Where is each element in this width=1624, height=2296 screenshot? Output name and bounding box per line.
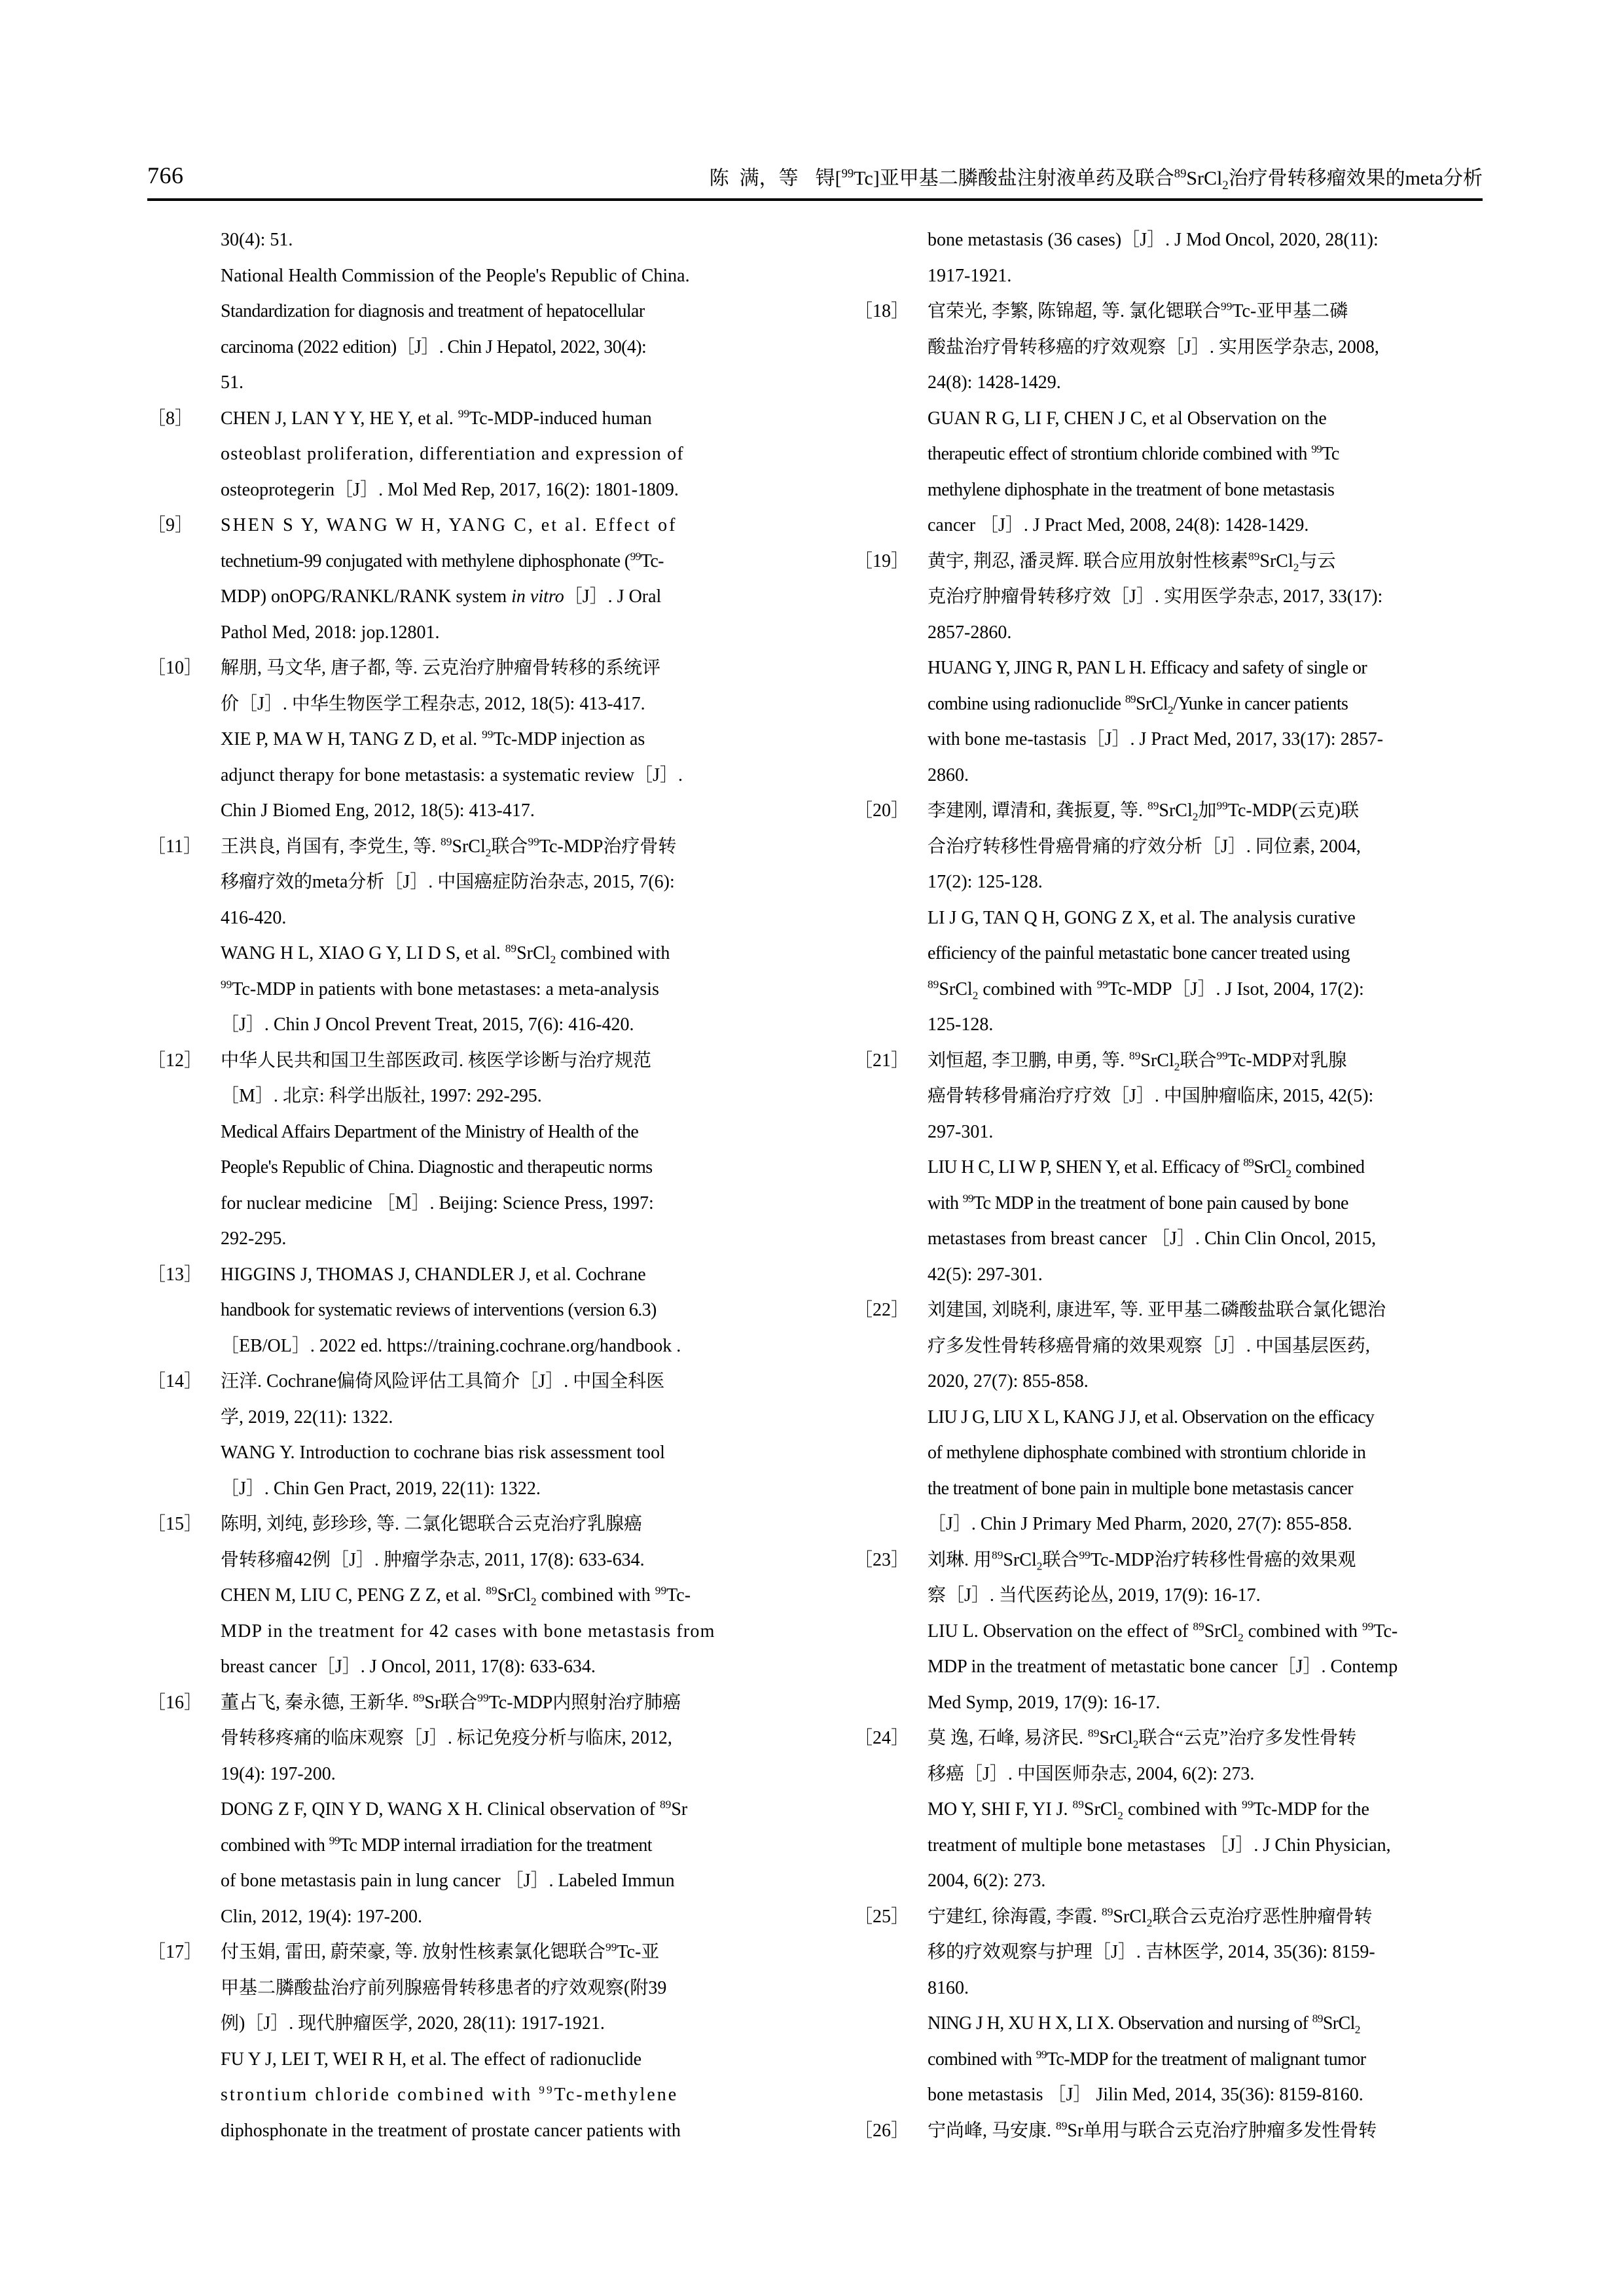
- reference-text: [221, 223, 776, 401]
- reference-line: bone metastasis ［J］ Jilin Med, 2014, 35(36): 8159-8160.: [928, 2085, 1363, 2105]
- reference-line: 宁尚峰, 马安康. $^{89}$Sr单用与联合云克治疗肿瘤多发性骨转: [928, 2119, 1377, 2141]
- reference-line: WANG Y. Introduction to cochrane bias risk assessment tool: [221, 1443, 665, 1463]
- reference-line: 例)［J］. 现代肿瘤医学, 2020, 28(11): 1917-1921.: [221, 2013, 605, 2034]
- reference-entry: [854, 223, 1483, 294]
- reference-line: 2004, 6(2): 273.: [928, 1871, 1046, 1891]
- reference-line: of methylene diphosphate combined with strontium chloride in: [928, 1443, 1366, 1463]
- reference-number: ［14］: [147, 1371, 203, 1391]
- reference-entry: [147, 508, 776, 651]
- reference-number: ［13］: [147, 1264, 203, 1285]
- reference-text: [928, 1293, 1483, 1543]
- reference-line: efficiency of the painful metastatic bone cancer treated using: [928, 943, 1350, 963]
- reference-line: MDP) onOPG/RANKL/RANK system in vitro［J］. J Oral: [221, 586, 662, 607]
- reference-line: 刘琳. 用$^{89}$SrCl$_2$联合$^{99}$Tc-MDP治疗转移性骨癌的效果观: [928, 1549, 1356, 1573]
- reference-line: $^{89}$SrCl$_2$ combined with $^{99}$Tc-MDP［J］. J Isot, 2004, 17(2):: [928, 978, 1364, 1002]
- reference-text: [928, 223, 1483, 294]
- reference-line: 察［J］. 当代医药论丛, 2019, 17(9): 16-17.: [928, 1585, 1261, 1605]
- reference-line: CHEN M, LIU C, PENG Z Z, et al. $^{89}$SrCl$_2$ combined with $^{99}$Tc-: [221, 1584, 691, 1608]
- reference-number: ［22］: [854, 1300, 910, 1320]
- reference-entry: [147, 223, 776, 401]
- reference-line: combined with $^{99}$Tc MDP internal irradiation for the treatment: [221, 1834, 652, 1856]
- reference-entry: [147, 1043, 776, 1257]
- reference-number: ［16］: [147, 1692, 203, 1713]
- reference-line: HIGGINS J, THOMAS J, CHANDLER J, et al. Cochrane: [221, 1264, 646, 1285]
- reference-text: [221, 651, 776, 829]
- reference-line: 李建刚, 谭清和, 龚振夏, 等. $^{89}$SrCl$_2$加$^{99}$Tc-MDP(云克)联: [928, 799, 1360, 823]
- reference-line: 中华人民共和国卫生部医政司. 核医学诊断与治疗规范: [221, 1050, 652, 1071]
- reference-entry: [147, 1685, 776, 1935]
- reference-number: ［9］: [147, 515, 194, 535]
- reference-line: 官荣光, 李繁, 陈锦超, 等. 氯化锶联合$^{99}$Tc-亚甲基二磷: [928, 300, 1348, 321]
- reference-line: strontium chloride combined with $^{99}$Tc-methylene: [221, 2083, 679, 2105]
- reference-entry: [147, 651, 776, 829]
- reference-line: treatment of multiple bone metastases ［J］. J Chin Physician,: [928, 1835, 1391, 1856]
- reference-line: CHEN J, LAN Y Y, HE Y, et al. $^{99}$Tc-MDP-induced human: [221, 407, 652, 429]
- reference-line: WANG H L, XIAO G Y, LI D S, et al. $^{89}$SrCl$_2$ combined with: [221, 942, 670, 966]
- reference-line: Clin, 2012, 19(4): 197-200.: [221, 1906, 422, 1927]
- reference-line: 酸盐治疗骨转移癌的疗效观察［J］. 实用医学杂志, 2008,: [928, 336, 1379, 357]
- reference-text: [928, 1543, 1483, 1721]
- reference-line: 30(4): 51.: [221, 230, 293, 250]
- reference-line: MO Y, SHI F, YI J. $^{89}$SrCl$_2$ combined with $^{99}$Tc-MDP for the: [928, 1798, 1369, 1822]
- reference-line: 刘建国, 刘晓利, 康进军, 等. 亚甲基二磷酸盐联合氯化锶治: [928, 1300, 1386, 1320]
- reference-line: HUANG Y, JING R, PAN L H. Efficacy and safety of single or: [928, 658, 1367, 678]
- reference-line: adjunct therapy for bone metastasis: a systematic review［J］.: [221, 764, 683, 785]
- reference-line: carcinoma (2022 edition)［J］. Chin J Hepatol, 2022, 30(4):: [221, 336, 647, 357]
- reference-line: Medical Affairs Department of the Ministry of Health of the: [221, 1121, 639, 1142]
- reference-number: ［26］: [854, 2120, 910, 2141]
- reference-line: GUAN R G, LI F, CHEN J C, et al Observation on the: [928, 408, 1327, 429]
- reference-line: methylene diphosphate in the treatment of bone metastasis: [928, 479, 1335, 500]
- reference-line: 8160.: [928, 1977, 969, 1998]
- reference-number: ［18］: [854, 301, 910, 321]
- reference-line: of bone metastasis pain in lung cancer ［J］. Labeled Immun: [221, 1871, 675, 1891]
- reference-line: National Health Commission of the People's Republic of China.: [221, 265, 690, 286]
- reference-text: [928, 544, 1483, 794]
- reference-text: [221, 1364, 776, 1507]
- reference-line: $^{99}$Tc-MDP in patients with bone metastases: a meta-analysis: [221, 978, 659, 999]
- reference-entry: [147, 401, 776, 509]
- reference-line: People's Republic of China. Diagnostic and therapeutic norms: [221, 1157, 653, 1177]
- reference-line: combined with $^{99}$Tc-MDP for the treatment of malignant tumor: [928, 2048, 1366, 2070]
- reference-line: 刘恒超, 李卫鹏, 申勇, 等. $^{89}$SrCl$_2$联合$^{99}$Tc-MDP对乳腺: [928, 1049, 1347, 1073]
- reference-entry: [147, 1364, 776, 1507]
- reference-line: 移癌［J］. 中国医师杂志, 2004, 6(2): 273.: [928, 1763, 1255, 1784]
- reference-line: 王洪良, 肖国有, 李党生, 等. $^{89}$SrCl$_2$联合$^{99}$Tc-MDP治疗骨转: [221, 835, 677, 859]
- reference-number: ［15］: [147, 1514, 203, 1534]
- reference-entry: [147, 1507, 776, 1685]
- reference-line: 莫 逸, 石峰, 易济民. $^{89}$SrCl$_2$联合“云克”治疗多发性骨转: [928, 1727, 1357, 1751]
- reference-line: LIU H C, LI W P, SHEN Y, et al. Efficacy of $^{89}$SrCl$_2$ combined: [928, 1156, 1365, 1180]
- reference-line: 解朋, 马文华, 唐子都, 等. 云克治疗肿瘤骨转移的系统评: [221, 658, 661, 678]
- reference-entry: [854, 1043, 1483, 1293]
- reference-text: [221, 1685, 776, 1935]
- reference-line: diphosphonate in the treatment of prostate cancer patients with: [221, 2120, 681, 2141]
- reference-line: 移瘤疗效的meta分析［J］. 中国癌症防治杂志, 2015, 7(6):: [221, 872, 675, 892]
- reference-text: [221, 1257, 776, 1365]
- reference-line: ［J］. Chin J Primary Med Pharm, 2020, 27(7): 855-858.: [928, 1514, 1352, 1534]
- reference-text: [221, 829, 776, 1043]
- reference-line: 24(8): 1428-1429.: [928, 372, 1061, 393]
- reference-line: LIU L. Observation on the effect of $^{89}$SrCl$_2$ combined with $^{99}$Tc-: [928, 1620, 1398, 1644]
- reference-line: with bone me-tastasis［J］. J Pract Med, 2017, 33(17): 2857-: [928, 729, 1384, 749]
- reference-line: 17(2): 125-128.: [928, 872, 1043, 892]
- reference-line: ［J］. Chin J Oncol Prevent Treat, 2015, 7(6): 416-420.: [221, 1014, 634, 1035]
- reference-line: bone metastasis (36 cases)［J］. J Mod Oncol, 2020, 28(11):: [928, 230, 1379, 250]
- header-divider: [147, 198, 1483, 201]
- reference-line: ［J］. Chin Gen Pract, 2019, 22(11): 1322.: [221, 1478, 541, 1499]
- reference-text: [221, 508, 776, 651]
- reference-entry: [854, 294, 1483, 544]
- reference-line: Pathol Med, 2018: jop.12801.: [221, 622, 440, 643]
- reference-line: ［M］. 北京: 科学出版社, 1997: 292-295.: [221, 1086, 542, 1106]
- reference-entry: [147, 829, 776, 1043]
- reference-number: ［20］: [854, 800, 910, 821]
- reference-line: 51.: [221, 372, 244, 393]
- reference-line: 黄宇, 荆忍, 潘灵辉. 联合应用放射性核素$^{89}$SrCl$_2$与云: [928, 550, 1336, 574]
- page-number: 766: [147, 162, 184, 188]
- reference-text: [928, 294, 1483, 544]
- reference-line: 2857-2860.: [928, 622, 1012, 643]
- reference-line: osteoprotegerin［J］. Mol Med Rep, 2017, 16(2): 1801-1809.: [221, 479, 679, 500]
- reference-number: ［21］: [854, 1050, 910, 1071]
- reference-number: ［10］: [147, 658, 203, 678]
- reference-line: DONG Z F, QIN Y D, WANG X H. Clinical observation of $^{89}$Sr: [221, 1798, 688, 1820]
- reference-line: Chin J Biomed Eng, 2012, 18(5): 413-417.: [221, 800, 535, 821]
- reference-entry: [147, 1935, 776, 2149]
- reference-entry: [147, 1257, 776, 1365]
- reference-line: technetium-99 conjugated with methylene diphosphonate ($^{99}$Tc-: [221, 550, 664, 571]
- reference-line: 297-301.: [928, 1121, 994, 1142]
- reference-line: LIU J G, LIU X L, KANG J J, et al. Observation on the efficacy: [928, 1407, 1375, 1427]
- reference-line: metastases from breast cancer ［J］. Chin Clin Oncol, 2015,: [928, 1229, 1377, 1249]
- reference-text: [928, 1043, 1483, 1293]
- reference-line: 1917-1921.: [928, 265, 1012, 286]
- reference-line: 汪洋. Cochrane偏倚风险评估工具简介［J］. 中国全科医: [221, 1371, 665, 1391]
- reference-line: the treatment of bone pain in multiple bone metastasis cancer: [928, 1478, 1353, 1499]
- reference-line: FU Y J, LEI T, WEI R H, et al. The effect of radionuclide: [221, 2049, 642, 2070]
- reference-line: 骨转移瘤42例［J］. 肿瘤学杂志, 2011, 17(8): 633-634.: [221, 1549, 645, 1570]
- reference-text: [221, 1043, 776, 1257]
- reference-line: XIE P, MA W H, TANG Z D, et al. $^{99}$Tc-MDP injection as: [221, 728, 645, 749]
- reference-line: MDP in the treatment for 42 cases with bone metastasis from: [221, 1621, 715, 1641]
- reference-line: cancer ［J］. J Pract Med, 2008, 24(8): 1428-1429.: [928, 515, 1309, 535]
- reference-number: ［12］: [147, 1050, 203, 1071]
- reference-number: ［25］: [854, 1906, 910, 1927]
- reference-line: 付玉娟, 雷田, 蔚荣豪, 等. 放射性核素氯化锶联合$^{99}$Tc-亚: [221, 1941, 660, 1962]
- reference-line: NING J H, XU H X, LI X. Observation and nursing of $^{89}$SrCl$_2$: [928, 2012, 1360, 2036]
- reference-text: [928, 793, 1483, 1043]
- reference-columns: [147, 223, 1483, 2149]
- reference-line: 2020, 27(7): 855-858.: [928, 1371, 1089, 1391]
- reference-line: 416-420.: [221, 907, 287, 928]
- reference-text: [221, 401, 776, 509]
- reference-line: 42(5): 297-301.: [928, 1264, 1043, 1285]
- reference-line: 陈明, 刘纯, 彭珍珍, 等. 二氯化锶联合云克治疗乳腺癌: [221, 1514, 643, 1534]
- reference-line: 2860.: [928, 764, 969, 785]
- reference-number: ［11］: [147, 836, 202, 857]
- reference-line: 董占飞, 秦永德, 王新华. $^{89}$Sr联合$^{99}$Tc-MDP内照射治疗肺癌: [221, 1691, 681, 1713]
- reference-line: 甲基二膦酸盐治疗前列腺癌骨转移患者的疗效观察(附39: [221, 1977, 667, 1998]
- reference-line: SHEN S Y, WANG W H, YANG C, et al. Effect of: [221, 515, 677, 535]
- reference-entry: [854, 793, 1483, 1043]
- reference-line: 宁建红, 徐海霞, 李霞. $^{89}$SrCl$_2$联合云克治疗恶性肿瘤骨转: [928, 1905, 1373, 1929]
- reference-line: 克治疗肿瘤骨转移疗效［J］. 实用医学杂志, 2017, 33(17):: [928, 586, 1383, 607]
- reference-number: ［24］: [854, 1728, 910, 1748]
- reference-number: ［17］: [147, 1942, 203, 1962]
- reference-line: combine using radionuclide $^{89}$SrCl$_2$/Yunke in cancer patients: [928, 692, 1348, 717]
- reference-line: 移的疗效观察与护理［J］. 吉林医学, 2014, 35(36): 8159-: [928, 1942, 1375, 1962]
- reference-line: therapeutic effect of strontium chloride combined with $^{99}$Tc: [928, 442, 1339, 464]
- reference-line: MDP in the treatment of metastatic bone cancer［J］. Contemp: [928, 1657, 1398, 1677]
- running-head: [147, 162, 1483, 192]
- reference-line: ［EB/OL］. 2022 ed. https://training.cochrane.org/handbook .: [221, 1335, 681, 1356]
- reference-line: with $^{99}$Tc MDP in the treatment of bone pain caused by bone: [928, 1192, 1348, 1213]
- reference-entry: [854, 1721, 1483, 1899]
- reference-entry: [854, 2113, 1483, 2149]
- reference-entry: [854, 544, 1483, 794]
- reference-line: 19(4): 197-200.: [221, 1763, 336, 1784]
- reference-line: Standardization for diagnosis and treatment of hepatocellular: [221, 301, 645, 321]
- reference-number: ［19］: [854, 550, 910, 571]
- reference-entry: [854, 1293, 1483, 1543]
- reference-line: 292-295.: [221, 1229, 287, 1249]
- reference-line: handbook for systematic reviews of interventions (version 6.3): [221, 1300, 657, 1320]
- reference-line: Med Symp, 2019, 17(9): 16-17.: [928, 1692, 1161, 1713]
- right-column: [854, 223, 1483, 2149]
- reference-text: [928, 2113, 1483, 2149]
- reference-text: [221, 1507, 776, 1685]
- reference-text: [928, 1899, 1483, 2113]
- reference-line: 疗多发性骨转移癌骨痛的效果观察［J］. 中国基层医药,: [928, 1335, 1370, 1356]
- reference-line: 骨转移疼痛的临床观察［J］. 标记免疫分析与临床, 2012,: [221, 1728, 672, 1748]
- running-title: 陈 满，等 锝[$^{99}$Tc]亚甲基二膦酸盐注射液单药及联合$^{89}$SrCl$_2$治疗骨转移瘤效果的meta分析: [709, 167, 1483, 192]
- left-column: [147, 223, 776, 2149]
- reference-entry: [854, 1543, 1483, 1721]
- reference-number: ［8］: [147, 408, 194, 429]
- reference-text: [221, 1935, 776, 2149]
- reference-line: 125-128.: [928, 1014, 994, 1035]
- reference-line: for nuclear medicine ［M］. Beijing: Science Press, 1997:: [221, 1193, 654, 1213]
- reference-line: osteoblast proliferation, differentiation and expression of: [221, 444, 684, 464]
- reference-line: 合治疗转移性骨癌骨痛的疗效分析［J］. 同位素, 2004,: [928, 836, 1361, 857]
- reference-number: ［23］: [854, 1549, 910, 1570]
- reference-line: LI J G, TAN Q H, GONG Z X, et al. The analysis curative: [928, 907, 1356, 928]
- reference-text: [928, 1721, 1483, 1899]
- reference-line: 癌骨转移骨痛治疗疗效［J］. 中国肿瘤临床, 2015, 42(5):: [928, 1086, 1374, 1106]
- reference-line: breast cancer［J］. J Oncol, 2011, 17(8): 633-634.: [221, 1657, 596, 1677]
- reference-line: 价［J］. 中华生物医学工程杂志, 2012, 18(5): 413-417.: [221, 693, 645, 714]
- reference-entry: [854, 1899, 1483, 2113]
- reference-line: 学, 2019, 22(11): 1322.: [221, 1407, 393, 1427]
